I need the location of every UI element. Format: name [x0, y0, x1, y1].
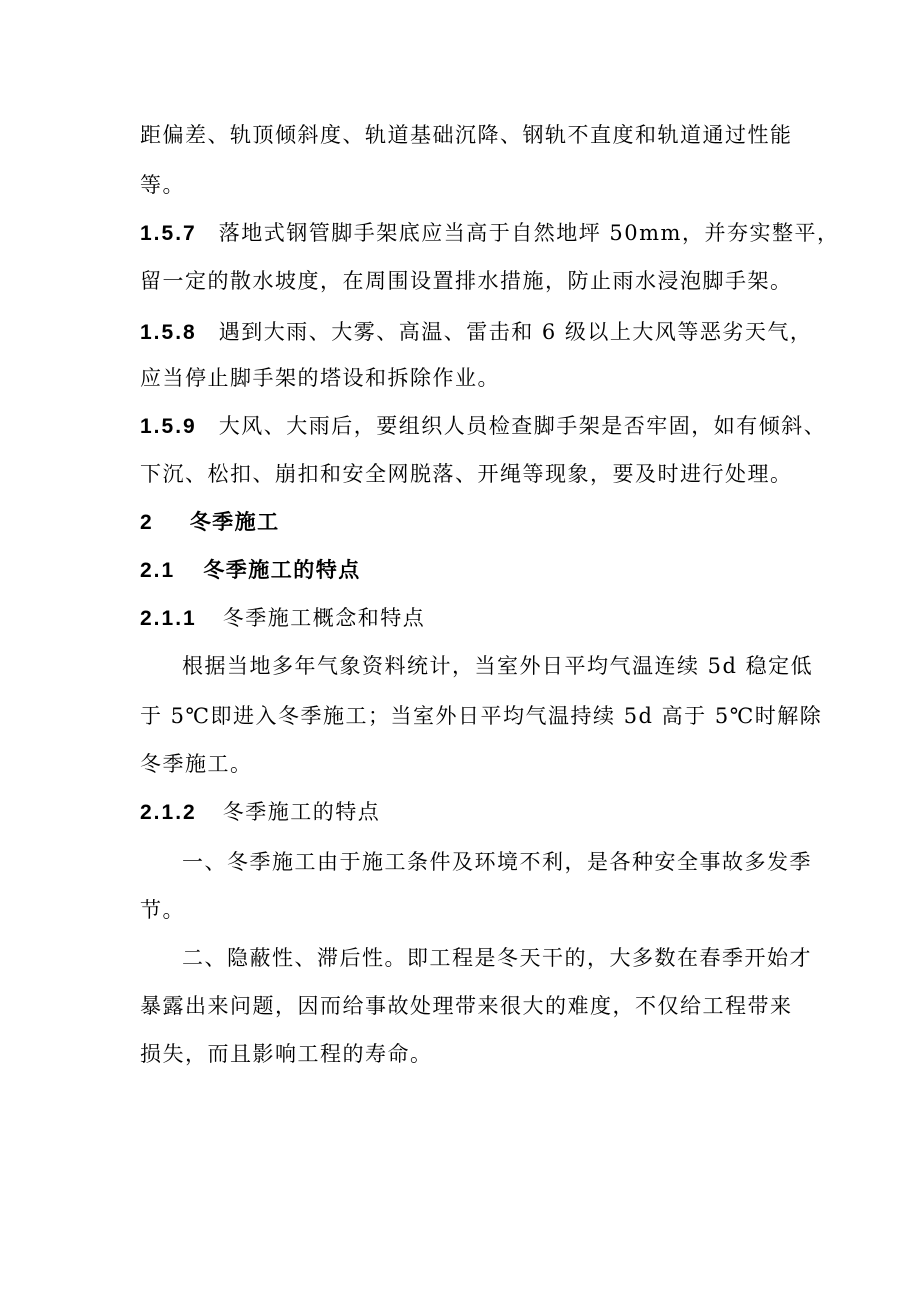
heading-text: 冬季施工概念和特点: [222, 606, 426, 630]
clause-1-5-9: [140, 411, 827, 442]
clause-text: 遇到大雨、大雾、高温、雷击和 6 级以上大风等恶劣天气，: [218, 320, 813, 344]
text-line: 应当停止脚手架的塔设和拆除作业。: [140, 366, 500, 390]
paragraph-line: 节。: [140, 898, 185, 922]
paragraph-line: 根据当地多年气象资料统计，当室外日平均气温连续 5d 稳定低: [182, 654, 814, 678]
heading-2-1-1: [140, 603, 800, 634]
clause-1-5-8: [140, 317, 813, 348]
paragraph-line: 损失，而且影响工程的寿命。: [140, 1042, 433, 1066]
text-line: 等。: [140, 173, 185, 197]
paragraph-line: 冬季施工。: [140, 752, 253, 776]
paragraph-line: 暴露出来问题，因而给事故处理带来很大的难度，不仅给工程带来: [140, 994, 793, 1018]
heading-number: 2.1.1: [140, 607, 197, 630]
clause-1-5-7: [140, 218, 840, 249]
heading-text: 冬季施工: [189, 509, 280, 534]
clause-number: 1.5.7: [140, 222, 197, 245]
clause-text: 大风、大雨后，要组织人员检查脚手架是否牢固，如有倾斜、: [218, 414, 827, 438]
text-line: 留一定的散水坡度，在周围设置排水措施，防止雨水浸泡脚手架。: [140, 269, 793, 293]
heading-number: 2.1: [140, 559, 176, 582]
heading-2-1-2: [140, 797, 800, 828]
paragraph-line: 一、冬季施工由于施工条件及环境不利，是各种安全事故多发季: [182, 850, 812, 874]
clause-number: 1.5.8: [140, 321, 197, 344]
clause-text: 落地式钢管脚手架底应当高于自然地坪 50mm，并夯实整平，: [218, 221, 840, 245]
heading-text: 冬季施工的特点: [203, 557, 361, 582]
paragraph-line: 于 5℃即进入冬季施工；当室外日平均气温持续 5d 高于 5℃时解除: [140, 704, 823, 728]
heading-2-1: [140, 555, 800, 586]
heading-2: [140, 507, 800, 538]
heading-text: 冬季施工的特点: [222, 800, 381, 824]
text-line: 距偏差、轨顶倾斜度、轨道基础沉降、钢轨不直度和轨道通过性能: [140, 123, 793, 147]
clause-number: 1.5.9: [140, 415, 197, 438]
paragraph-line: 二、隐蔽性、滞后性。即工程是冬天干的，大多数在春季开始才: [182, 946, 812, 970]
heading-number: 2: [140, 511, 154, 534]
text-line: 下沉、松扣、崩扣和安全网脱落、开绳等现象，要及时进行处理。: [140, 462, 793, 486]
heading-number: 2.1.2: [140, 801, 197, 824]
